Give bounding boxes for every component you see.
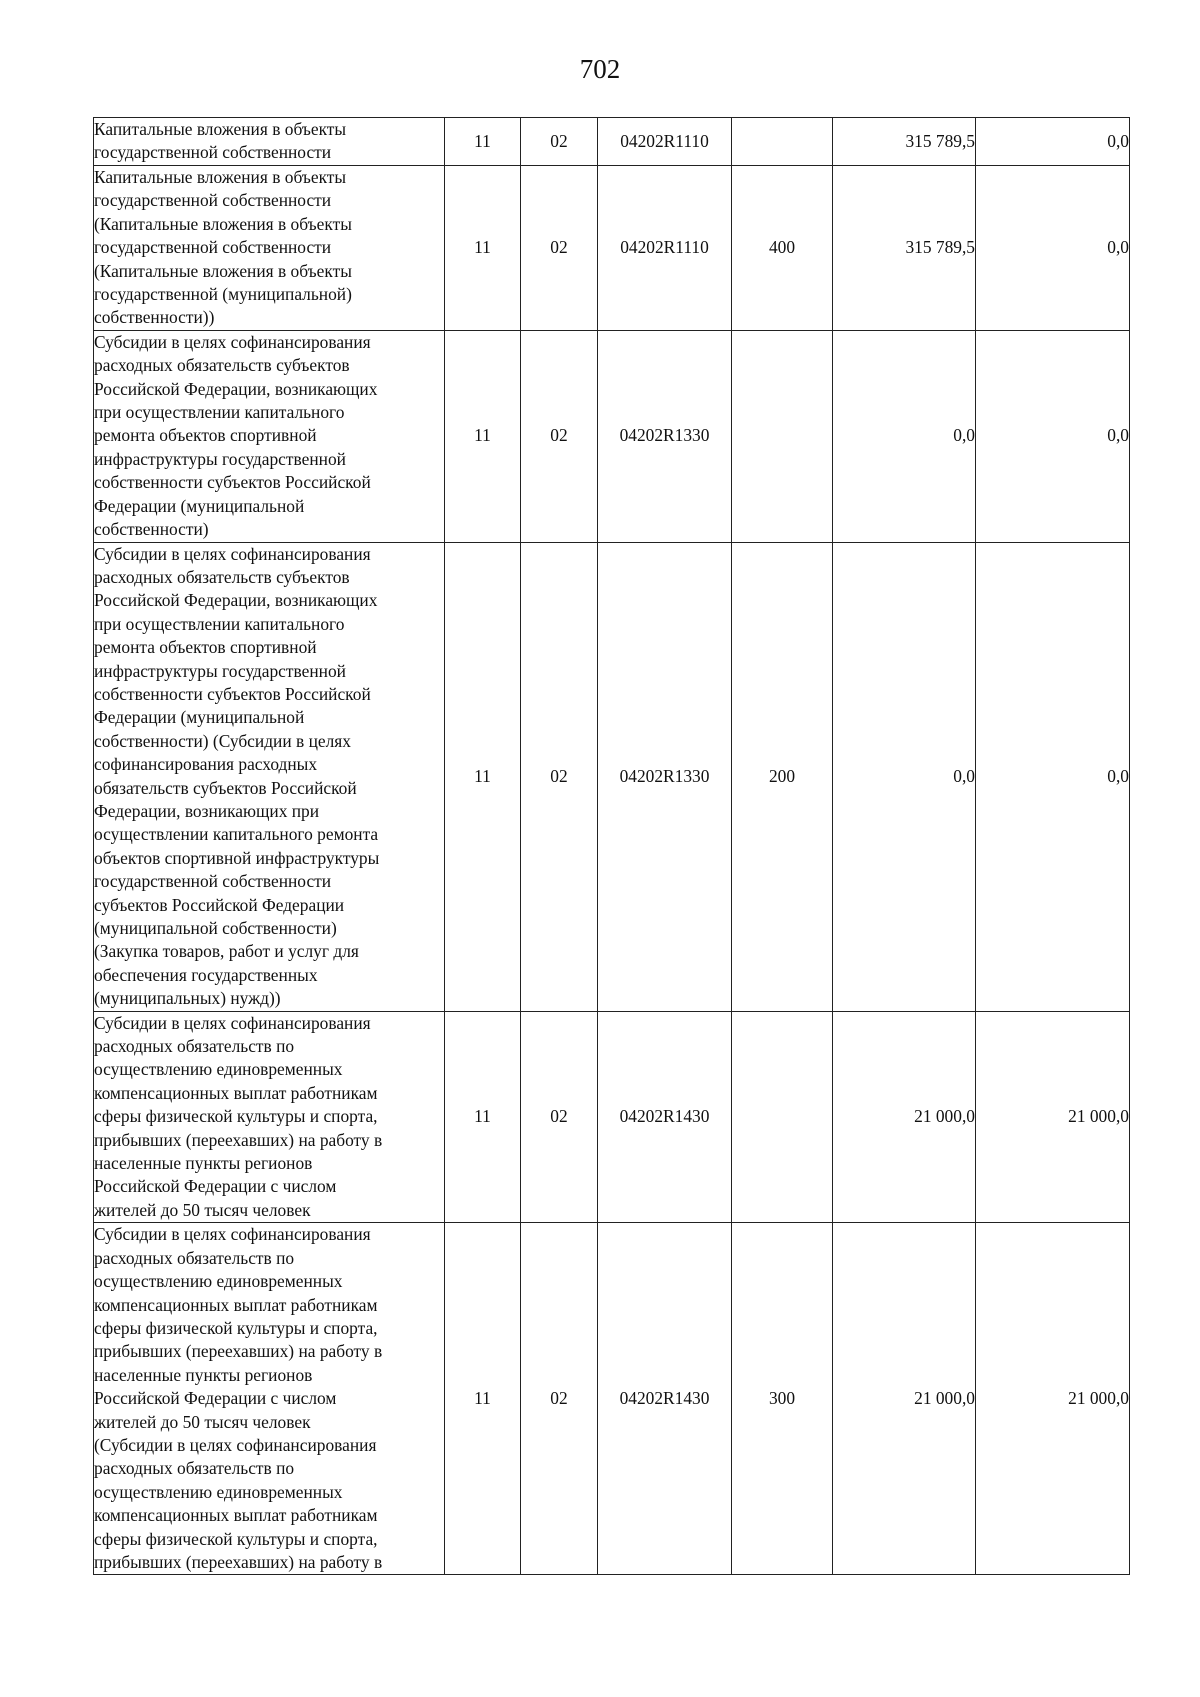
amount-year-2: 0,0 (976, 166, 1130, 331)
section-code: 11 (445, 166, 521, 331)
amount-year-1: 0,0 (833, 542, 976, 1011)
amount-year-1: 315 789,5 (833, 118, 976, 166)
budget-table (93, 117, 1130, 1575)
row-description: Капитальные вложения в объекты государственной собственности (94, 118, 445, 166)
table-row (94, 542, 1130, 1011)
section-code: 11 (445, 1223, 521, 1575)
target-article-code: 04202R1430 (598, 1011, 732, 1223)
target-article-code: 04202R1110 (598, 118, 732, 166)
subsection-code: 02 (521, 1011, 598, 1223)
amount-year-2: 21 000,0 (976, 1011, 1130, 1223)
table-row (94, 1223, 1130, 1575)
row-description: Субсидии в целях софинансирования расходных обязательств субъектов Российской Федерации, возникающих при осуществлении капитального ремонта объектов спортивной инфраструктуры государственной собственности субъектов Российской Федерации (муниципальной собственности) (94, 330, 445, 542)
table-row (94, 118, 1130, 166)
subsection-code: 02 (521, 542, 598, 1011)
amount-year-1: 21 000,0 (833, 1223, 976, 1575)
row-description: Капитальные вложения в объекты государственной собственности (Капитальные вложения в объекты государственной собственности (Капитальные вложения в объекты государственной (муниципальной) собственности)) (94, 166, 445, 331)
target-article-code: 04202R1330 (598, 330, 732, 542)
section-code: 11 (445, 1011, 521, 1223)
expense-type-code (732, 118, 833, 166)
subsection-code: 02 (521, 330, 598, 542)
amount-year-2: 0,0 (976, 118, 1130, 166)
amount-year-2: 0,0 (976, 542, 1130, 1011)
row-description: Субсидии в целях софинансирования расходных обязательств по осуществлению единовременных компенсационных выплат работникам сферы физической культуры и спорта, прибывших (переехавших) на работу в населенные пункты регионов Российской Федерации с числом жителей до 50 тысяч человек (Субсидии в целях софинансирования расходных обязательств по осуществлению единовременных компенсационных выплат работникам сферы физической культуры и спорта, прибывших (переехавших) на работу в (94, 1223, 445, 1575)
expense-type-code: 400 (732, 166, 833, 331)
table-row (94, 1011, 1130, 1223)
amount-year-1: 315 789,5 (833, 166, 976, 331)
target-article-code: 04202R1430 (598, 1223, 732, 1575)
amount-year-2: 21 000,0 (976, 1223, 1130, 1575)
expense-type-code (732, 330, 833, 542)
row-description: Субсидии в целях софинансирования расходных обязательств субъектов Российской Федерации, возникающих при осуществлении капитального ремонта объектов спортивной инфраструктуры государственной собственности субъектов Российской Федерации (муниципальной собственности) (Субсидии в целях софинансирования расходных обязательств субъектов Российской Федерации, возникающих при осуществлении капитального ремонта объектов спортивной инфраструктуры государственной собственности субъектов Российской Федерации (муниципальной собственности) (Закупка товаров, работ и услуг для обеспечения государственных (муниципальных) нужд)) (94, 542, 445, 1011)
subsection-code: 02 (521, 118, 598, 166)
section-code: 11 (445, 330, 521, 542)
subsection-code: 02 (521, 1223, 598, 1575)
section-code: 11 (445, 542, 521, 1011)
expense-type-code: 300 (732, 1223, 833, 1575)
subsection-code: 02 (521, 166, 598, 331)
section-code: 11 (445, 118, 521, 166)
row-description: Субсидии в целях софинансирования расходных обязательств по осуществлению единовременных компенсационных выплат работникам сферы физической культуры и спорта, прибывших (переехавших) на работу в населенные пункты регионов Российской Федерации с числом жителей до 50 тысяч человек (94, 1011, 445, 1223)
page-number: 702 (579, 54, 621, 84)
table-row (94, 330, 1130, 542)
target-article-code: 04202R1330 (598, 542, 732, 1011)
amount-year-1: 0,0 (833, 330, 976, 542)
expense-type-code: 200 (732, 542, 833, 1011)
expense-type-code (732, 1011, 833, 1223)
table-row (94, 166, 1130, 331)
amount-year-2: 0,0 (976, 330, 1130, 542)
amount-year-1: 21 000,0 (833, 1011, 976, 1223)
target-article-code: 04202R1110 (598, 166, 732, 331)
